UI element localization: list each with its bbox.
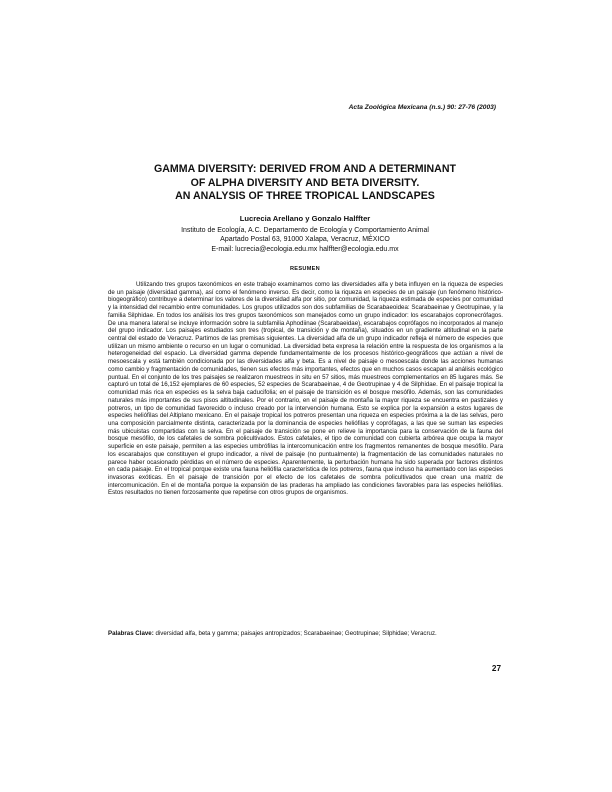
title-line-2: OF ALPHA DIVERSITY AND BETA DIVERSITY. (190, 176, 420, 189)
keywords (108, 630, 503, 638)
article-title (60, 163, 550, 204)
journal-citation: Acta Zoológica Mexicana (n.s.) 90: 27-76 (2003) (348, 104, 496, 111)
abstract-body: Utilizando tres grupos taxonómicos en este trabajo examinamos como las diversidades alfa y beta influyen en la riqueza de especies de un paisaje (diversidad gamma), así como el fenómeno inverso. Es decir, como la riqueza en especies de un paisaje (un fenómeno histórico-biogeográfico) contribuye a determinar los valores de la diversidad alfa por sitio, por comunidad, la riqueza estimada de especies por comunidad y la intensidad del recambio entre comunidades. Los grupos utilizados son dos subfamilias de Scarabaeoidea: Scarabaeinae y Geotrupinae, y la familia Silphidae. En todos los análisis los tres grupos taxonómicos son manejados como un grupo indicador: los escarabajos copronecrófagos. De una manera lateral se incluye información sobre la subfamilia Aphodiinae (Scarabaeidae), escarabajos coprófagos no incorporados al manejo del grupo indicador. Los paisajes estudiados son tres (tropical, de transición y de montaña), situados en un gradiente altitudinal en la parte central del estado de Veracruz. Partimos de las premisas siguientes. La diversidad alfa de un grupo indicador refleja el número de especies que utilizan un mismo ambiente o recurso en un lugar o comunidad. La diversidad beta expresa la relación entre la respuesta de los organismos a la heterogeneidad del espacio. La diversidad gamma depende fundamentalmente de los procesos histórico-geográficos que actúan a nivel de mesoescala y está también condicionada por las diversidades alfa y beta. Es a nivel de paisaje o mesoescala donde las acciones humanas como cambio y fragmentación de comunidades, tienen sus efectos más importantes, efectos que en muchos casos escapan al análisis ecológico puntual. En el conjunto de los tres paisajes se realizaron muestreos in situ en 57 sitios, más muestreos complementarios en 85 lugares más. Se capturó un total de 16,152 ejemplares de 60 especies, 52 especies de Scarabaeinae, 4 de Geotrupinae y 4 de Silphidae. En el paisaje tropical la comunidad más rica en especies es la selva baja caducifolia; en el paisaje de transición es el bosque mesófilo. Además, son las comunidades naturales más importantes de sus pisos altitudinales. Por el contrario, en el paisaje de montaña la mayor riqueza se encuentra en pastizales y potreros, un tipo de comunidad favorecido o incluso creado por la intervención humana. Esto se explica por la expansión a estos lugares de especies heliófilas del Altiplano mexicano. En el paisaje tropical los potreros presentan una riqueza en especies próxima a la de las selvas, pero una composición parcialmente distinta, caracterizada por la dominancia de especies heliófilas y coprófagas, a las que se suman las especies más ubicuistas compartidas con la selva. En el paisaje de transición se pone en relieve la importancia para la conservación de la fauna del bosque mesófilo, de los cafetales de sombra policultivados. Estos cafetales, el tipo de comunidad con cubierta arbórea que ocupa la mayor superficie en este paisaje, permiten a las especies umbrófilas la intercomunicación entre los fragmentos remanentes de bosque mesófilo. Para los escarabajos que constituyen el grupo indicador, a nivel de paisaje (no puntualmente) la fragmentación de las comunidades naturales no parece haber ocasionado pérdidas en el número de especies. Aparentemente, la perturbación humana ha sido superada por factores distintos en cada paisaje. En el tropical porque existe una fauna heliófila característica de los potreros, fauna que incluso ha aumentado con las especies invasoras exóticas. En el paisaje de transición por el efecto de los cafetales de sombra policultivados que crean una matriz de intercomunicación. En el de montaña porque la expansión de las praderas ha ampliado las condiciones favorables para las especies heliófilas. Estos resultados no tienen forzosamente que repetirse con otros grupos de organismos. (108, 281, 503, 497)
authors: Lucrecia Arellano y Gonzalo Halffter (239, 214, 371, 223)
page-number: 27 (491, 664, 501, 673)
keywords-text: diversidad alfa, beta y gamma; paisajes antropizados; Scarabaeinae; Geotrupinae; Silphidae; Veracruz. (155, 630, 437, 637)
title-line-3: AN ANALYSIS OF THREE TROPICAL LANDSCAPES (175, 190, 435, 203)
abstract-heading: RESUMEN (289, 266, 321, 272)
affiliation-email: E-mail: lucrecia@ecologia.edu.mx halffter@ecologia.edu.mx (211, 245, 399, 253)
affiliation-line-1: Instituto de Ecología, A.C. Departamento de Ecología y Comportamiento Animal (181, 227, 429, 234)
affiliation (60, 226, 550, 254)
title-line-1: GAMMA DIVERSITY: DERIVED FROM AND A DETERMINANT (154, 163, 456, 175)
keywords-label: Palabras Clave: (108, 630, 154, 637)
affiliation-line-2: Apartado Postal 63, 91000 Xalapa, Veracruz, MÉXICO (220, 236, 390, 244)
